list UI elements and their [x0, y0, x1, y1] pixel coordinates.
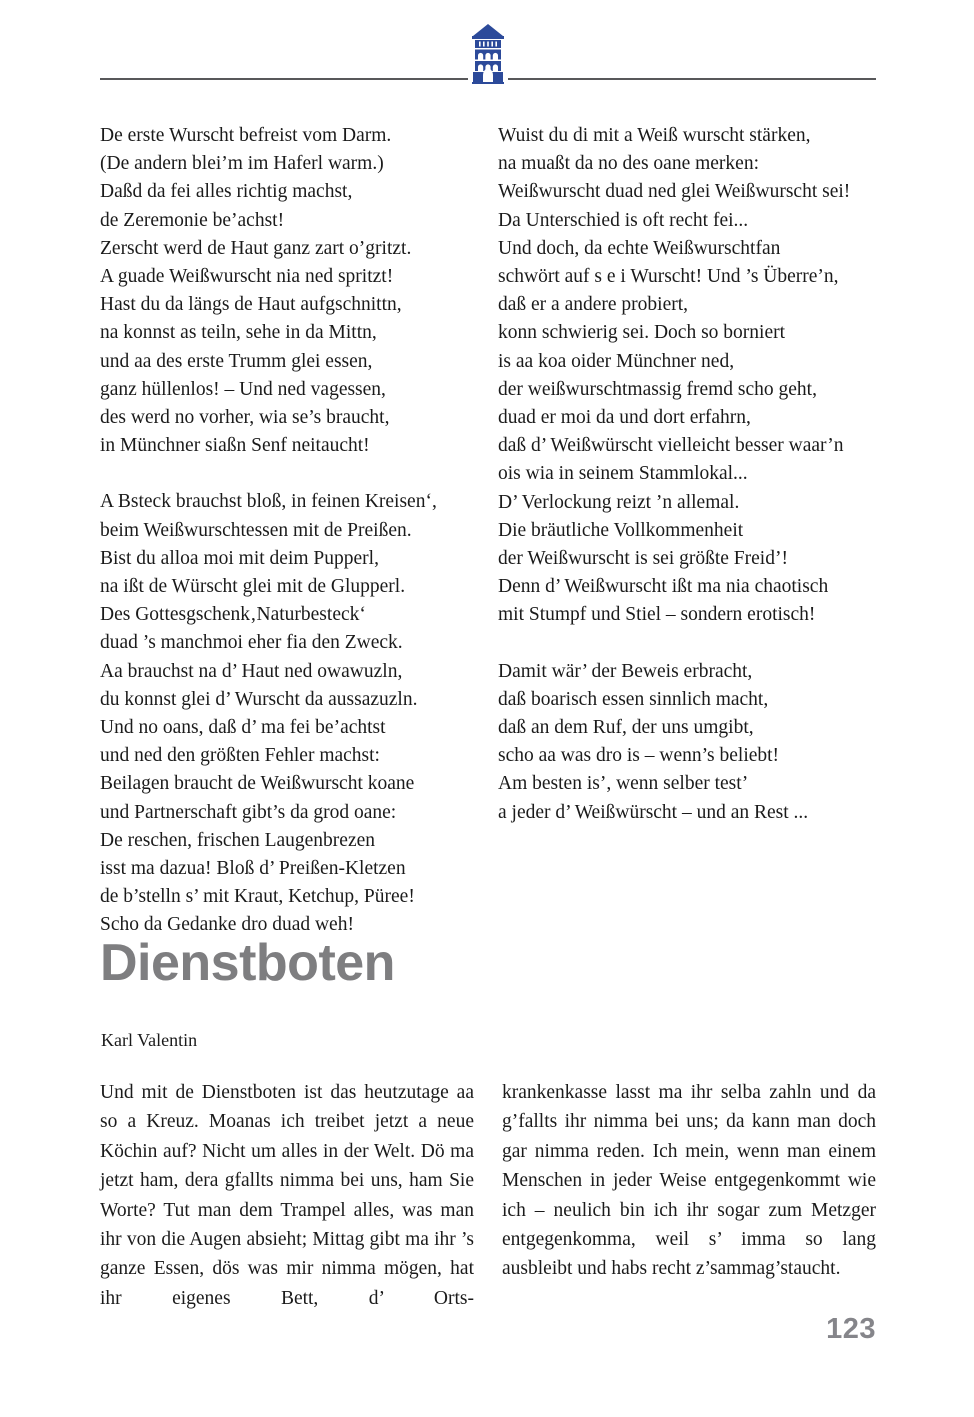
poem-stanza [100, 488, 470, 939]
poem-line: isst ma dazua! Bloß d’ Preißen-Kletzen [100, 858, 406, 880]
poem-line: na konnst as teiln, sehe in da Mittn, [100, 322, 377, 344]
poem-line: Daßd da fei alles richtig machst, [100, 181, 353, 203]
article-paragraph: krankenkasse lasst ma ihr selba zahln und da g’fallts ihr nimma bei uns; da kann man doch gar nimma reden. Ich mein, wenn man einem Menschen in jeder Weise entgegenkommt wie ich – neulich bin ich ihr sogar zum Metzger entgegenkomma, weil s’ imma so lang ausbleibt und habs recht z’sammag’staucht. [502, 1082, 876, 1280]
poem-line: na ißt de Würscht glei mit de Glupperl. [100, 576, 406, 598]
article-author: Karl Valentin [101, 1030, 198, 1050]
poem-line: duad er moi da und dort erfahrn, [498, 407, 751, 429]
poem-line: Des Gottesgschenk‚Naturbesteck‘ [100, 604, 366, 626]
poem-line: scho aa was dro is – wenn’s beliebt! [498, 745, 780, 767]
poem-line: na muaßt da no des oane merken: [498, 153, 759, 175]
poem-line: du konnst glei d’ Wurscht da aussazuzln. [100, 688, 418, 710]
poem-line: Scho da Gedanke dro duad weh! [100, 914, 354, 936]
poem-line: der Weißwurscht is sei größte Freid’! [498, 548, 788, 570]
poem-line: duad ’s manchmoi eher fia den Zweck. [100, 632, 403, 654]
page-header [0, 0, 974, 100]
poem-stanza [100, 122, 470, 460]
poem-line: de b’stelln s’ mit Kraut, Ketchup, Püree! [100, 886, 415, 908]
munich-gate-tower-icon [470, 22, 506, 84]
poem-line: Wuist du di mit a Weiß wurscht stärken, [498, 125, 811, 146]
poem-line: des werd no vorher, wia se’s braucht, [100, 407, 390, 429]
poem-line: beim Weißwurschtessen mit de Preißen. [100, 519, 412, 541]
page-number: 123 [826, 1313, 876, 1345]
poem-line: Damit wär’ der Beweis erbracht, [498, 660, 753, 682]
poem-line: de Zeremonie be’achst! [100, 209, 285, 231]
poem-line: daß an dem Ruf, der uns umgibt, [498, 717, 754, 739]
poem-line: Denn d’ Weißwurscht ißt ma nia chaotisch [498, 576, 829, 598]
poem-line: daß boarisch essen sinnlich macht, [498, 688, 769, 710]
poem-line: mit Stumpf und Stiel – sondern erotisch! [498, 604, 816, 626]
poem-line: De erste Wurscht befreist vom Darm. [100, 125, 392, 146]
poem-line: Die bräutliche Vollkommenheit [498, 519, 744, 541]
poem-line: De reschen, frischen Laugenbrezen [100, 829, 376, 851]
article-column-left [100, 1078, 474, 1313]
poem-line: und ned den größten Fehler machst: [100, 745, 380, 767]
poem-line: a jeder d’ Weißwürscht – und an Rest ... [498, 801, 809, 823]
poem-line: und aa des erste Trumm glei essen, [100, 350, 373, 372]
poem-line: schwört auf s e i Wurscht! Und ’s Überre’n, [498, 266, 839, 288]
poem-stanza [498, 658, 876, 827]
poem-line: Und no oans, daß d’ ma fei be’achtst [100, 717, 386, 739]
header-rule-right [508, 78, 876, 80]
poem-line: D’ Verlockung reizt ’n allemal. [498, 491, 740, 513]
poem-line: und Partnerschaft gibt’s da grod oane: [100, 801, 397, 823]
poem-line: daß d’ Weißwürscht vielleicht besser waar’n [498, 435, 844, 457]
poem-line: A guade Weißwurscht nia ned spritzt! [100, 266, 394, 288]
poem-line: in Münchner siaßn Senf neitaucht! [100, 435, 370, 457]
poem-line: (De andern blei’m im Haferl warm.) [100, 153, 384, 175]
poem-line: ganz hüllenlos! – Und ned vagessen, [100, 378, 386, 400]
poem-line: Aa brauchst na d’ Haut ned owawuzln, [100, 660, 403, 682]
poem-line: daß er a andere probiert, [498, 294, 689, 316]
header-rule-left [100, 78, 468, 80]
article-title: Dienstboten [100, 934, 395, 992]
poem-line: is aa koa oider Münchner ned, [498, 350, 735, 372]
article-paragraph: Und mit de Dienstboten ist das heutzutage aa so a Kreuz. Moanas ich treibet jetzt a neue Köchin auf? Nicht um alles in der Welt. Dö ma jetzt ham, dera gfallts nimma bei uns, ham Sie Worte? Tut man dem Trampel alles, was man ihr von die Augen absieht; Mittag gibt ma ihr ’s ganze Essen, dös was mir nimma mögen, hat ihr eigenes Bett, d’ Orts- [100, 1082, 474, 1309]
poem-stanza [498, 122, 876, 630]
poem-line: A Bsteck brauchst bloß, in feinen Kreisen‘, [100, 491, 437, 513]
poem-line: Bist du alloa moi mit deim Pupperl, [100, 547, 379, 569]
poem-column-left [100, 122, 470, 940]
poem-column-right [498, 122, 876, 827]
poem-line: Und doch, da echte Weißwurschtfan [498, 237, 781, 259]
poem-line: Weißwurscht duad ned glei Weißwurscht sei! [498, 181, 851, 203]
poem-line: Da Unterschied is oft recht fei... [498, 209, 749, 231]
poem-line: ois wia in seinem Stammlokal... [498, 463, 748, 485]
poem-line: Zerscht werd de Haut ganz zart o’gritzt. [100, 237, 412, 259]
poem-line: der weißwurschtmassig fremd scho geht, [498, 378, 817, 400]
poem-line: konn schwierig sei. Doch so borniert [498, 322, 786, 344]
poem-line: Hast du da längs de Haut aufgschnittn, [100, 294, 402, 316]
article-column-right [502, 1078, 876, 1284]
poem-line: Beilagen braucht de Weißwurscht koane [100, 773, 415, 795]
poem-line: Am besten is’, wenn selber test’ [498, 773, 749, 795]
